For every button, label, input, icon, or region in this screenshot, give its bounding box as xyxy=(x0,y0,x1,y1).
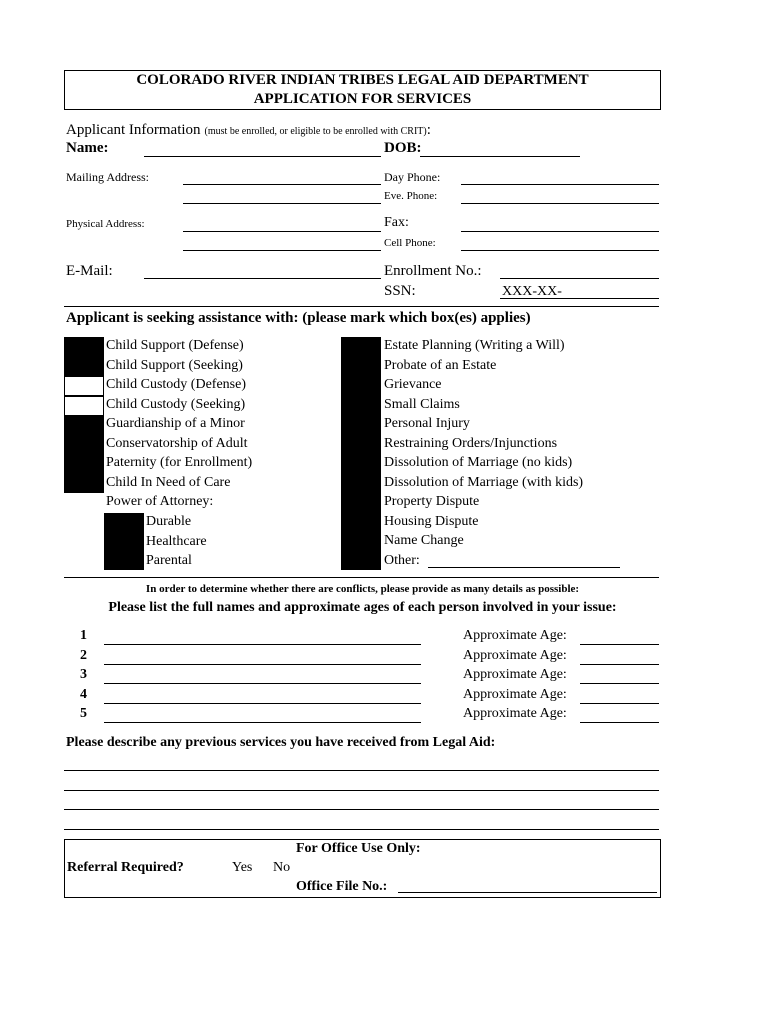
assistance-label: Child Custody (Seeking) xyxy=(106,396,246,412)
assistance-checkbox[interactable] xyxy=(64,474,104,494)
referral-no[interactable]: No xyxy=(273,860,291,875)
assistance-label: Other: xyxy=(384,552,420,568)
assistance-checkbox[interactable] xyxy=(64,435,104,455)
assistance-checkbox[interactable] xyxy=(64,454,104,474)
applicant-heading xyxy=(66,121,431,139)
office-use-title: For Office Use Only: xyxy=(296,841,421,856)
section-divider-2 xyxy=(64,577,659,578)
approximate-age-field[interactable] xyxy=(580,644,659,645)
applicant-heading-colon: : xyxy=(426,122,431,138)
assistance-label: Child Custody (Defense) xyxy=(106,377,246,392)
physical-address-field-1[interactable] xyxy=(183,231,381,232)
assistance-label: Restraining Orders/Injunctions xyxy=(384,435,558,451)
assistance-label: Estate Planning (Writing a Will) xyxy=(384,338,565,353)
assistance-label: Small Claims xyxy=(384,396,460,412)
power-of-attorney-label: Power of Attorney: xyxy=(106,494,214,509)
previous-services-heading: Please describe any previous services you have received from Legal Aid: xyxy=(66,735,496,750)
assistance-heading: Applicant is seeking assistance with: (please mark which box(es) applies) xyxy=(66,310,531,326)
assistance-label: Dissolution of Marriage (no kids) xyxy=(384,455,573,470)
persons-heading: Please list the full names and approximate ages of each person involved in your issue: xyxy=(108,600,617,615)
approximate-age-label: Approximate Age: xyxy=(463,628,567,643)
mailing-address-field-1[interactable] xyxy=(183,184,381,185)
enrollment-label: Enrollment No.: xyxy=(384,263,482,279)
ssn-value[interactable]: XXX-XX- xyxy=(502,284,562,299)
approximate-age-label: Approximate Age: xyxy=(463,706,567,721)
assistance-label: Housing Dispute xyxy=(384,513,479,529)
section-divider-1 xyxy=(64,306,659,307)
person-number: 3 xyxy=(80,667,87,682)
approximate-age-field[interactable] xyxy=(580,722,659,723)
fax-label: Fax: xyxy=(384,215,409,230)
person-name-field[interactable] xyxy=(104,683,421,684)
assistance-label: Conservatorship of Adult xyxy=(106,435,248,451)
conflicts-note: In order to determine whether there are conflicts, please provide as many details as possible: xyxy=(145,583,580,595)
approximate-age-field[interactable] xyxy=(580,664,659,665)
assistance-label: Name Change xyxy=(384,533,464,548)
assistance-label: Grievance xyxy=(384,377,442,392)
person-name-field[interactable] xyxy=(104,644,421,645)
mailing-address-field-2[interactable] xyxy=(183,203,381,204)
person-number: 2 xyxy=(80,647,87,663)
day-phone-field[interactable] xyxy=(461,184,659,185)
person-name-field[interactable] xyxy=(104,703,421,704)
form-title: COLORADO RIVER INDIAN TRIBES LEGAL AID DEPARTMENT xyxy=(136,72,589,88)
dob-label: DOB: xyxy=(384,140,422,156)
approximate-age-field[interactable] xyxy=(580,683,659,684)
person-name-field[interactable] xyxy=(104,664,421,665)
physical-address-field-2[interactable] xyxy=(183,250,381,251)
assistance-label: Dissolution of Marriage (with kids) xyxy=(384,474,584,490)
form-subtitle: APPLICATION FOR SERVICES xyxy=(253,91,472,107)
previous-services-line-2[interactable] xyxy=(64,790,659,791)
office-file-field[interactable] xyxy=(398,892,657,893)
referral-label: Referral Required? xyxy=(67,860,184,875)
previous-services-line-3[interactable] xyxy=(64,809,659,810)
assistance-label: Probate of an Estate xyxy=(384,357,497,373)
assistance-checkbox[interactable] xyxy=(64,415,104,435)
assistance-label: Child Support (Seeking) xyxy=(106,357,243,373)
assistance-checkbox[interactable] xyxy=(64,396,104,416)
person-number: 5 xyxy=(80,706,87,721)
assistance-label: Property Dispute xyxy=(384,494,480,509)
approximate-age-label: Approximate Age: xyxy=(463,647,567,663)
assistance-label: Child Support (Defense) xyxy=(106,338,244,353)
physical-address-label: Physical Address: xyxy=(66,218,145,230)
approximate-age-field[interactable] xyxy=(580,703,659,704)
fax-field[interactable] xyxy=(461,231,659,232)
cell-phone-field[interactable] xyxy=(461,250,659,251)
assistance-label: Guardianship of a Minor xyxy=(106,416,245,431)
other-field[interactable] xyxy=(428,567,620,568)
assistance-label: Child In Need of Care xyxy=(106,474,231,490)
ssn-field[interactable] xyxy=(500,298,659,299)
poa-item-label: Durable xyxy=(146,514,192,529)
poa-item-label: Parental xyxy=(146,553,192,568)
assistance-checkbox-block[interactable] xyxy=(341,337,381,570)
eve-phone-label: Eve. Phone: xyxy=(384,190,438,202)
previous-services-line-4[interactable] xyxy=(64,829,659,830)
assistance-checkbox[interactable] xyxy=(64,376,104,396)
applicant-heading-note: (must be enrolled, or eligible to be enrolled with CRIT) xyxy=(204,126,427,137)
dob-field[interactable] xyxy=(420,156,580,157)
office-file-label: Office File No.: xyxy=(296,879,388,894)
person-number: 4 xyxy=(80,686,87,702)
email-field[interactable] xyxy=(144,278,381,279)
cell-phone-label: Cell Phone: xyxy=(384,237,436,249)
ssn-label: SSN: xyxy=(384,283,416,299)
approximate-age-label: Approximate Age: xyxy=(463,686,567,702)
assistance-label: Paternity (for Enrollment) xyxy=(106,455,253,470)
day-phone-label: Day Phone: xyxy=(384,170,441,184)
poa-checkbox-block[interactable] xyxy=(104,513,144,570)
person-number: 1 xyxy=(80,628,87,643)
person-name-field[interactable] xyxy=(104,722,421,723)
applicant-heading-text: Applicant Information xyxy=(66,122,201,138)
name-field[interactable] xyxy=(144,156,381,157)
name-label: Name: xyxy=(66,140,109,156)
email-label: E-Mail: xyxy=(66,263,113,279)
mailing-address-label: Mailing Address: xyxy=(66,170,149,184)
assistance-label: Personal Injury xyxy=(384,416,470,431)
previous-services-line-1[interactable] xyxy=(64,770,659,771)
approximate-age-label: Approximate Age: xyxy=(463,667,567,682)
referral-yes[interactable]: Yes xyxy=(232,860,253,875)
enrollment-field[interactable] xyxy=(500,278,659,279)
assistance-checkbox[interactable] xyxy=(64,337,104,357)
assistance-checkbox[interactable] xyxy=(64,357,104,377)
poa-item-label: Healthcare xyxy=(146,533,207,549)
eve-phone-field[interactable] xyxy=(461,203,659,204)
